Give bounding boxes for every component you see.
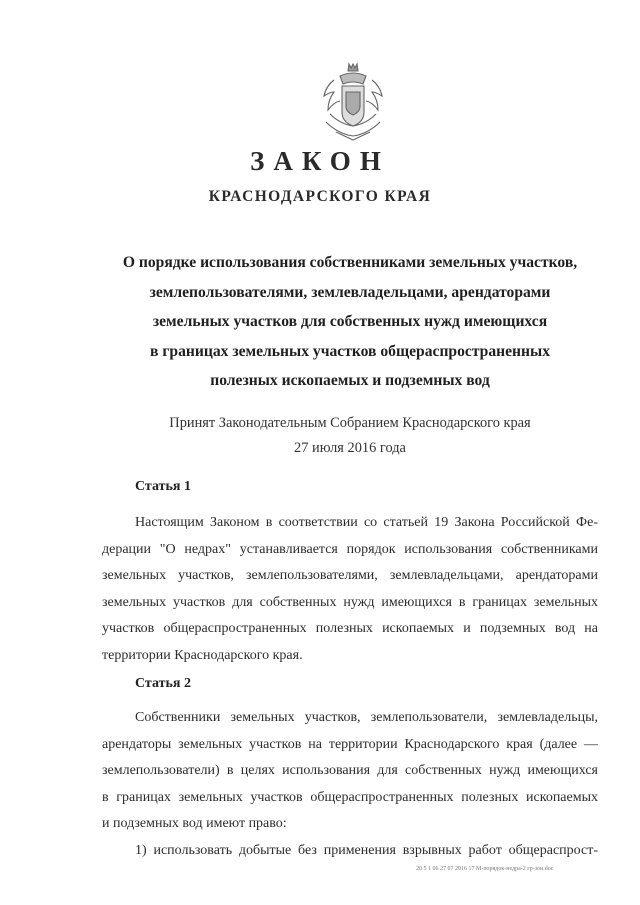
document-file-footer: 20 5 1 06 27 07 2016 17 М-порядок-недра-2 гр-зон.doc xyxy=(416,866,554,872)
law-title-line: землепользователями, землевладельцами, арендаторами xyxy=(149,283,551,301)
law-title-line: земельных участков для собственных нужд имеющихся xyxy=(152,313,548,330)
article-2-title: Статья 2 xyxy=(135,676,191,691)
article-1-text xyxy=(102,510,598,669)
article-1-line: земельных участков для собственных нужд имеющихся в границах земельных xyxy=(102,594,598,610)
article-2-line: землепользователи) в целях использования для собственных нужд имеющихся xyxy=(102,763,598,778)
article-1-line: дерации "О недрах" устанавливается порядок использования собственниками xyxy=(102,541,598,557)
article-2-line: и подземных вод имеют право: xyxy=(102,816,287,831)
adoption-note xyxy=(120,411,580,461)
adoption-date: 27 июля 2016 года xyxy=(294,440,406,456)
article-2-line: Собственники земельных участков, землепользователи, землевладельцы, xyxy=(135,710,598,725)
article-2-line: 1) использовать добытые без применения взрывных работ общераспрост- xyxy=(135,842,598,858)
law-title-line: в границах земельных участков общераспространенных xyxy=(150,342,550,360)
adoption-body: Принят Законодательным Собранием Краснодарского края xyxy=(169,415,531,431)
article-1-line: территории Краснодарского края. xyxy=(102,647,303,663)
krasnodar-coat-of-arms-icon xyxy=(316,62,390,142)
law-title-line: О порядке использования собственниками земельных участков, xyxy=(122,254,578,271)
issuing-region-subtitle: КРАСНОДАРСКОГО КРАЯ xyxy=(208,188,432,205)
law-title-line: полезных ископаемых и подземных вод xyxy=(210,372,490,389)
article-2-text xyxy=(102,705,598,864)
article-1-line: участков общераспространенных полезных ископаемых и подземных вод на xyxy=(102,621,598,636)
document-type-title: ЗАКОН xyxy=(250,146,390,176)
article-2-line: в границах земельных участков общераспространенных полезных ископаемых xyxy=(102,789,598,805)
article-2-line: арендаторы земельных участков на территории Краснодарского края (далее — xyxy=(102,736,598,752)
article-1-title: Статья 1 xyxy=(135,479,191,494)
law-title xyxy=(100,248,600,396)
article-1-line: земельных участков, землепользователями, землевладельцами, арендаторами xyxy=(102,568,598,583)
article-1-line: Настоящим Законом в соответствии со статьей 19 Закона Российской Фе- xyxy=(135,515,598,530)
